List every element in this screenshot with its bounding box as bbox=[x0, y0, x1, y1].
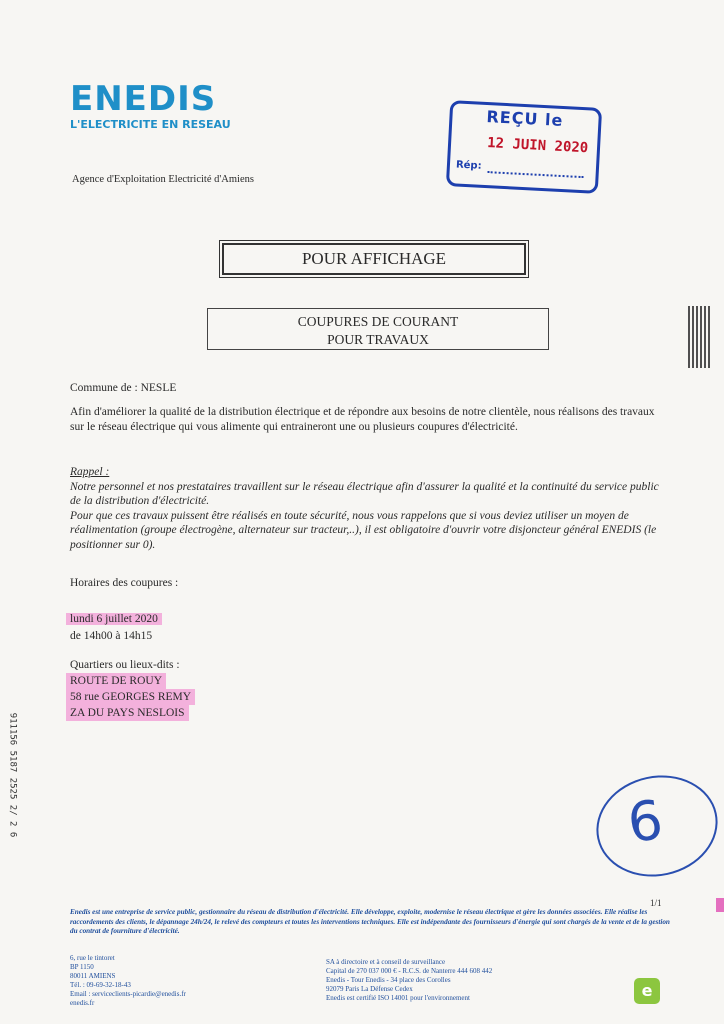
outage-time: de 14h00 à 14h15 bbox=[70, 630, 153, 642]
footer-address bbox=[70, 954, 186, 1008]
footer-legal-line: SA à directoire et à conseil de surveillance bbox=[326, 958, 446, 966]
notice-subtitle-line1: COUPURES DE COURANT bbox=[297, 314, 459, 329]
horaires-label: Horaires des coupures : bbox=[70, 577, 179, 589]
barcode-block bbox=[688, 306, 710, 368]
rappel-section bbox=[70, 465, 670, 552]
intro-paragraph: Afin d'améliorer la qualité de la distribution électrique et de répondre aux besoins de notre clientèle, nous réalisons des travaux sur le réseau électrique qui vous alimente qui entraineront une ou plusieurs coupures d'électricité. bbox=[70, 406, 655, 433]
outage-date-text: lundi 6 juillet 2020 bbox=[66, 613, 162, 625]
quartiers-label: Quartiers ou lieux-dits : bbox=[70, 659, 180, 671]
footer-legal-line: Capital de 270 037 000 € - R.C.S. de Nanterre 444 608 442 bbox=[326, 967, 493, 975]
margin-code: 911156 5187 2525 2/ 2 6 bbox=[7, 712, 18, 838]
stamp-rep-label: Rép: bbox=[455, 159, 482, 172]
outage-date bbox=[66, 613, 162, 625]
received-stamp bbox=[446, 100, 602, 194]
notice-title: POUR AFFICHAGE bbox=[222, 243, 526, 275]
place-item: ROUTE DE ROUY bbox=[66, 673, 166, 689]
rappel-paragraph-2: Pour que ces travaux puissent être réalisés en toute sécurité, nous vous rappelons que si vous deviez utiliser un moyen de réalimentation (groupe électrogène, alternateur sur tracteur,..), il est obligatoire d'ouvrir votre disjoncteur général ENEDIS (le positionner sur 0). bbox=[70, 509, 657, 551]
footer-phone: Tél. : 09-69-32-18-43 bbox=[70, 981, 131, 989]
handwritten-number: 6 bbox=[623, 787, 667, 856]
stamp-received-label: REÇU le bbox=[486, 107, 564, 131]
logo-word: ENEDIS bbox=[70, 79, 217, 119]
agency-name: Agence d'Exploitation Electricité d'Amiens bbox=[72, 174, 254, 185]
footer-address-line: BP 1150 bbox=[70, 963, 94, 971]
logo-tagline: L'ELECTRICITE EN RESEAU bbox=[70, 118, 231, 131]
footer-legal-line: 92079 Paris La Défense Cedex bbox=[326, 985, 413, 993]
footer-legal bbox=[326, 958, 492, 1003]
footer-email: Email : serviceclients-picardie@enedis.fr bbox=[70, 990, 186, 998]
footer-address-line: 6, rue le tintoret bbox=[70, 954, 115, 962]
footer-description: Enedis est une entreprise de service public, gestionnaire du réseau de distribution d'électricité. Elle développe, exploite, modernise le réseau électrique et gère les données associées. Elle réalise les raccordements des clients, le dépannage 24h/24, le relevé des compteurs et toutes les interventions techniques. Elle est indépendante des fournisseurs d'énergie qui sont chargés de la vente et de la gestion du contrat de fourniture d'électricité. bbox=[70, 908, 670, 935]
stamp-date: 12 JUIN 2020 bbox=[486, 135, 589, 157]
rappel-paragraph-1: Notre personnel et nos prestataires travaillent sur le réseau électrique afin d'assurer la qualité et la continuité du service public de la distribution d'électricité. bbox=[70, 480, 659, 507]
footer-legal-line: Enedis est certifié ISO 14001 pour l'environnement bbox=[326, 994, 470, 1002]
enedis-logo bbox=[70, 79, 231, 131]
stamp-dotted-line bbox=[488, 171, 584, 178]
notice-subtitle-line2: POUR TRAVAUX bbox=[327, 332, 429, 347]
footer-address-line: 80011 AMIENS bbox=[70, 972, 116, 980]
notice-subtitle-box bbox=[207, 308, 549, 350]
footer-website: enedis.fr bbox=[70, 999, 95, 1007]
rappel-title: Rappel : bbox=[70, 466, 110, 478]
footer-legal-line: Enedis - Tour Enedis - 34 place des Corolles bbox=[326, 976, 451, 984]
page-number: 1/1 bbox=[650, 898, 662, 908]
places-list bbox=[66, 673, 195, 721]
place-item: ZA DU PAYS NESLOIS bbox=[66, 705, 189, 721]
edge-highlight-mark bbox=[716, 898, 724, 912]
place-item: 58 rue GEORGES REMY bbox=[66, 689, 195, 705]
commune-line: Commune de : NESLE bbox=[70, 382, 177, 394]
enedis-footer-logo-icon: e bbox=[634, 978, 660, 1004]
